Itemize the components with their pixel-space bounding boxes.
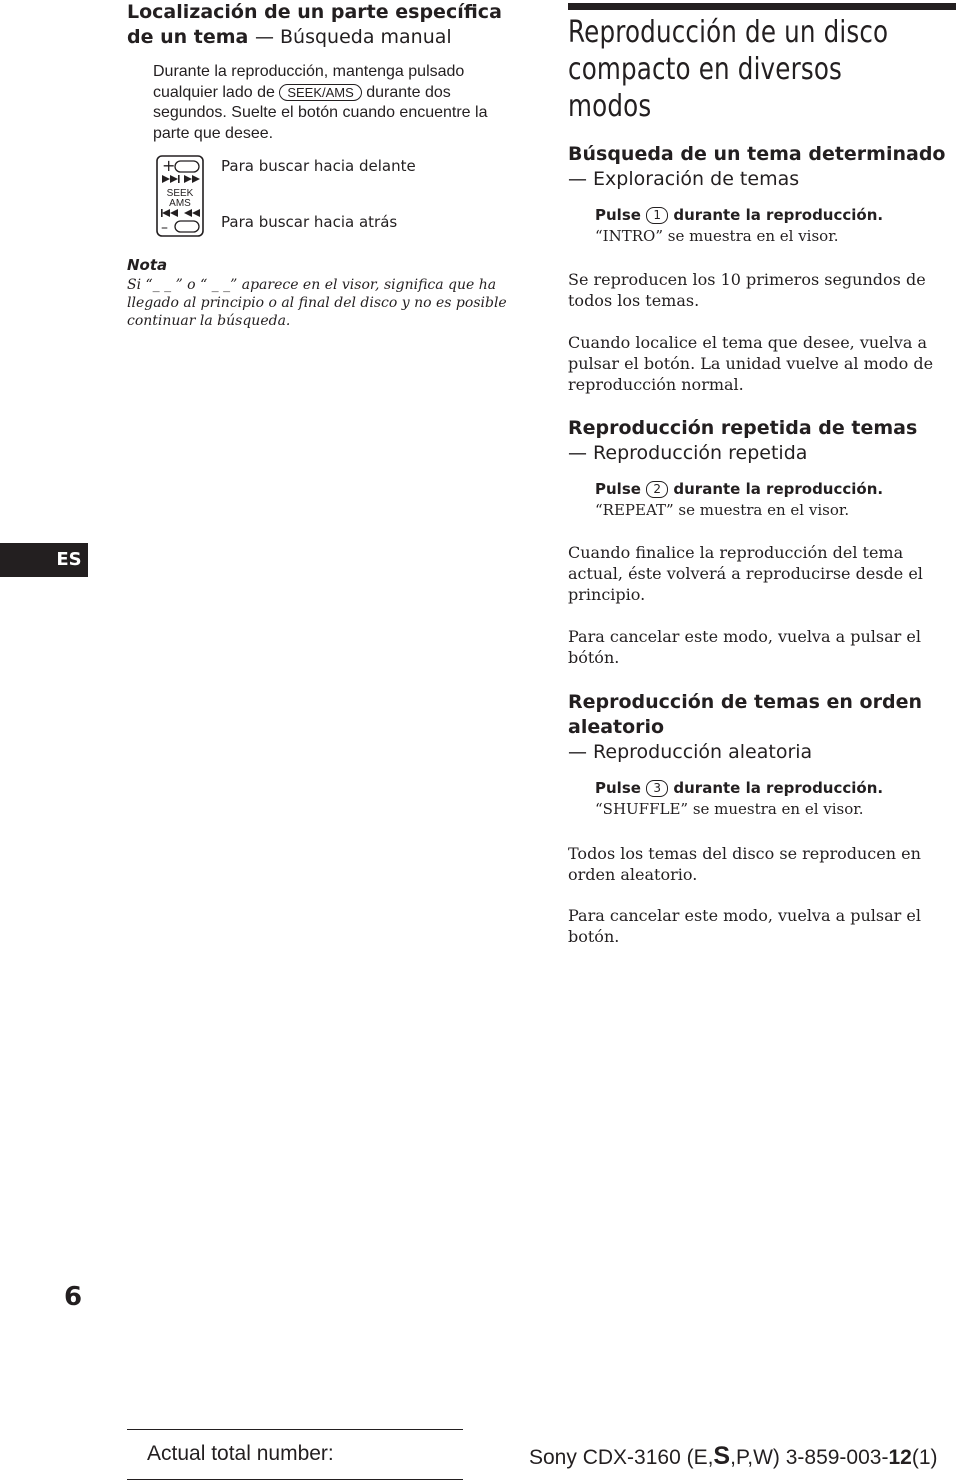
section-heading-repeat (568, 416, 958, 466)
svg-text:+: + (162, 156, 176, 175)
button-2-icon: 2 (646, 481, 668, 498)
footer-model-suffix: (1) (911, 1446, 938, 1469)
step-shuffle (595, 778, 960, 820)
button-3-icon: 3 (646, 780, 668, 797)
section-heading-intro (568, 142, 958, 192)
step-intro (595, 205, 960, 247)
page-number: 6 (64, 1282, 83, 1312)
footer-total-label: Actual total number: (147, 1442, 334, 1465)
paragraph: Todos los temas del disco se reproducen en orden aleatorio. (568, 844, 921, 884)
note-heading: Nota (127, 256, 168, 274)
seek-icon-label: SEEK (166, 188, 194, 199)
seek-ams-button-icon (156, 155, 204, 241)
step-display-text: “INTRO” se muestra en el visor. (595, 227, 839, 245)
footer-rule-top (127, 1429, 463, 1430)
footer-model-code (529, 1442, 938, 1471)
section-heading-shuffle (568, 690, 938, 765)
step-instruction (595, 479, 960, 500)
search-backward-label: Para buscar hacia atrás (221, 213, 398, 231)
paragraph: Cuando localice el tema que desee, vuelva a pulsar el botón. La unidad vuelve al modo de reproducción normal. (568, 333, 934, 394)
step-rest-text: durante la reproducción. (673, 779, 884, 797)
footer-model-s: S (713, 1442, 731, 1470)
step-pulse-word: Pulse (595, 206, 641, 224)
seek-ams-button-label: SEEK/AMS (279, 84, 361, 101)
footer-rule-bottom (127, 1479, 463, 1480)
footer-model-bold: 12 (888, 1446, 912, 1469)
title-line-2-sub: — Búsqueda manual (254, 26, 452, 48)
paragraph: Se reproducen los 10 primeros segundos de todos los temas. (568, 270, 926, 310)
main-title (568, 14, 889, 125)
section-heading-text: Reproducción de temas en orden aleatorio (568, 691, 922, 738)
title-line-2-bold: de un tema (127, 26, 249, 48)
paragraph: Para cancelar este modo, vuelva a pulsar el botón. (568, 906, 921, 946)
section-heading-text: Búsqueda de un tema determinado (568, 143, 946, 165)
svg-text:–: – (161, 220, 168, 236)
step-repeat (595, 479, 960, 521)
step-display-text: “SHUFFLE” se muestra en el visor. (595, 800, 864, 818)
paragraph: Cuando finalice la reproducción del tema actual, éste volverá a reproducirse desde el principio. (568, 543, 923, 604)
step-pulse-word: Pulse (595, 779, 641, 797)
section-subheading: — Reproducción aleatoria (568, 741, 813, 763)
step-display-text: “REPEAT” se muestra en el visor. (595, 501, 850, 519)
search-forward-label: Para buscar hacia delante (221, 157, 416, 175)
button-1-icon: 1 (646, 207, 668, 224)
section-heading-text: Reproducción repetida de temas (568, 417, 918, 439)
footer-model-prefix: Sony CDX-3160 (E, (529, 1446, 714, 1469)
footer-model-mid: ,P,W) 3-859-003- (730, 1446, 889, 1469)
step-rest-text: durante la reproducción. (673, 206, 884, 224)
step-instruction (595, 205, 960, 226)
section-subheading: — Reproducción repetida (568, 442, 808, 464)
language-tab: ES (0, 543, 88, 577)
title-line-2 (127, 25, 527, 50)
step-pulse-word: Pulse (595, 480, 641, 498)
section-title-manual-search (127, 0, 527, 50)
top-rule (568, 3, 956, 10)
manual-search-instruction (153, 62, 513, 144)
instruction-text-after: durante dos segundos. Suelte el botón cuando encuentre la parte que desee. (153, 83, 488, 142)
step-instruction (595, 778, 960, 799)
ams-icon-label: AMS (169, 198, 191, 209)
note-text: Si “_ _ ” o “ _ _” aparece en el visor, significa que ha llegado al principio o al final del disco y no es posible continuar la búsqueda. (127, 277, 507, 329)
step-rest-text: durante la reproducción. (673, 480, 884, 498)
section-subheading: — Exploración de temas (568, 168, 800, 190)
main-title-line: modos (568, 89, 652, 124)
title-line-1: Localización de un parte específica (127, 1, 502, 23)
instruction-text-before: Durante la reproducción, mantenga pulsado cualquier lado de (153, 63, 465, 101)
main-title-line: compacto en diversos (568, 52, 843, 87)
main-title-line: Reproducción de un disco (568, 15, 889, 50)
paragraph: Para cancelar este modo, vuelva a pulsar el bótón. (568, 627, 921, 667)
